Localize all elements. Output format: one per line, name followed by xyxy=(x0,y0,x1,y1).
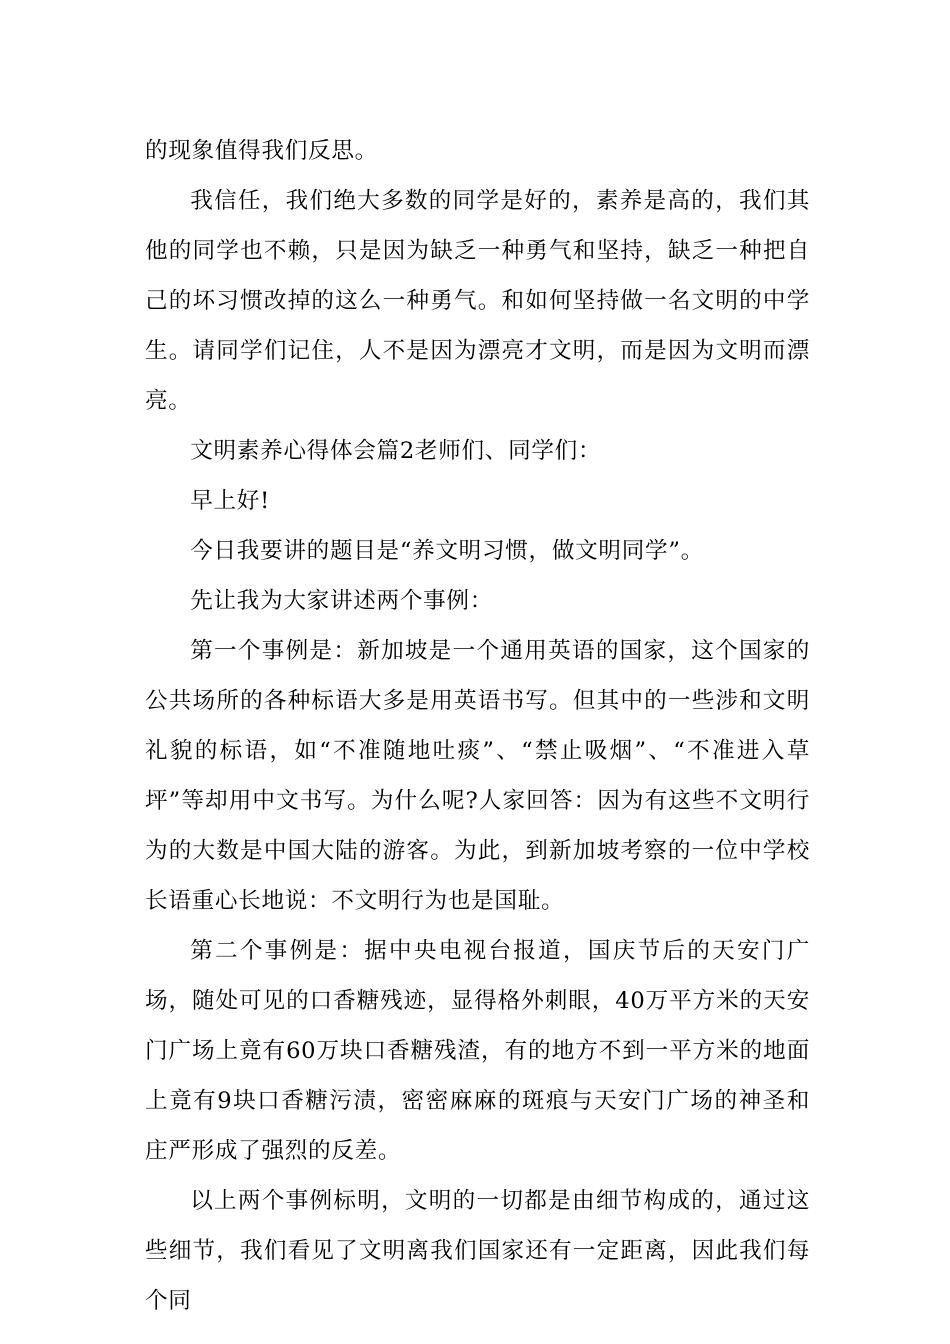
paragraph-1: 的现象值得我们反思。 xyxy=(145,138,378,164)
paragraph-4-greeting: 早上好! xyxy=(190,488,270,514)
document-body xyxy=(145,126,810,1326)
paragraph-2: 我信任，我们绝大多数的同学是好的，素养是高的，我们其他的同学也不赖，只是因为缺乏一种勇气和坚持，缺乏一种把自己的坏习惯改掉的这么一种勇气。和如何坚持做一名文明的中学生。请同学们记住，人不是因为漂亮才文明，而是因为文明而漂亮。 xyxy=(145,188,810,414)
paragraph-7: 第一个事例是：新加坡是一个通用英语的国家，这个国家的公共场所的各种标语大多是用英语书写。但其中的一些涉和文明礼貌的标语，如“不准随地吐痰”、“禁止吸烟”、“不准进入草坪”等却用中文书写。为什么呢?人家回答：因为有这些不文明行为的大数是中国大陆的游客。为此，到新加坡考察的一位中学校长语重心长地说：不文明行为也是国耻。 xyxy=(145,638,810,914)
paragraph-8: 第二个事例是：据中央电视台报道，国庆节后的天安门广场，随处可见的口香糖残迹，显得格外刺眼，40万平方米的天安门广场上竟有60万块口香糖残渣，有的地方不到一平方米的地面上竟有9块口香糖污渍，密密麻麻的斑痕与天安门广场的神圣和庄严形成了强烈的反差。 xyxy=(145,938,810,1164)
paragraph-3-heading: 文明素养心得体会篇2老师们、同学们： xyxy=(190,438,602,464)
paragraph-9: 以上两个事例标明，文明的一切都是由细节构成的，通过这些细节，我们看见了文明离我们国家还有一定距离，因此我们每个同 xyxy=(145,1188,810,1314)
paragraph-6: 先让我为大家讲述两个事例： xyxy=(190,588,494,614)
paragraph-5: 今日我要讲的题目是“养文明习惯，做文明同学”。 xyxy=(190,538,704,564)
